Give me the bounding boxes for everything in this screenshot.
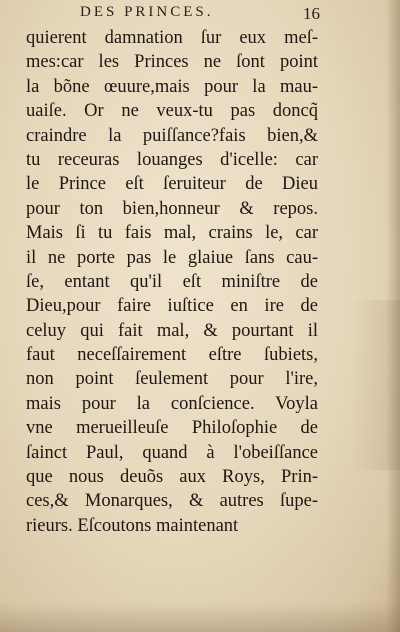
page-number: 16 bbox=[303, 4, 320, 23]
text-line: celuy qui fait mal, & pourtant il bbox=[26, 320, 318, 341]
text-line: ſainct Paul, quand à l'obeiſſance bbox=[26, 442, 318, 463]
page-edge-right bbox=[386, 0, 400, 632]
text-line: que nous deuõs aux Roys, Prin- bbox=[26, 467, 318, 488]
text-line: mais pour la conſcience. Voyla bbox=[26, 393, 318, 414]
text-line: rieurs. Eſcoutons maintenant bbox=[26, 515, 239, 536]
text-line: ces,& Monarques, & autres ſupe- bbox=[26, 491, 318, 512]
text-line: faut neceſſairement eſtre ſubiets, bbox=[26, 345, 318, 366]
text-line: le Prince eſt ſeruiteur de Dieu bbox=[26, 174, 318, 195]
text-line: craindre la puiſſance?fais bien,& bbox=[26, 125, 318, 146]
text-line: ſe, entant qu'il eſt miniſtre de bbox=[26, 271, 318, 292]
text-line: vne merueilleuſe Philoſophie de bbox=[26, 418, 318, 439]
text-line: tu receuras louanges d'icelle: car bbox=[26, 149, 318, 170]
text-line: quierent damnation ſur eux meſ- bbox=[26, 28, 318, 48]
body-text bbox=[26, 26, 318, 538]
text-line: Dieu,pour faire iuſtice en ire de bbox=[26, 296, 318, 317]
text-line: non point ſeulement pour l'ire, bbox=[26, 369, 318, 390]
page-header bbox=[80, 4, 320, 26]
text-line: mes:car les Princes ne ſont point bbox=[26, 52, 318, 73]
page-edge-bottom bbox=[0, 602, 400, 632]
text-line: il ne porte pas le glaiue ſans cau- bbox=[26, 247, 318, 268]
running-head: DES PRINCES. bbox=[80, 4, 214, 20]
text-line: uaiſe. Or ne veux-tu pas doncq̃ bbox=[26, 101, 318, 122]
text-line: pour ton bien,honneur & repos. bbox=[26, 198, 318, 219]
text-line: la bõne œuure,mais pour la mau- bbox=[26, 76, 318, 97]
text-line: Mais ſi tu fais mal, crains le, car bbox=[26, 223, 318, 244]
